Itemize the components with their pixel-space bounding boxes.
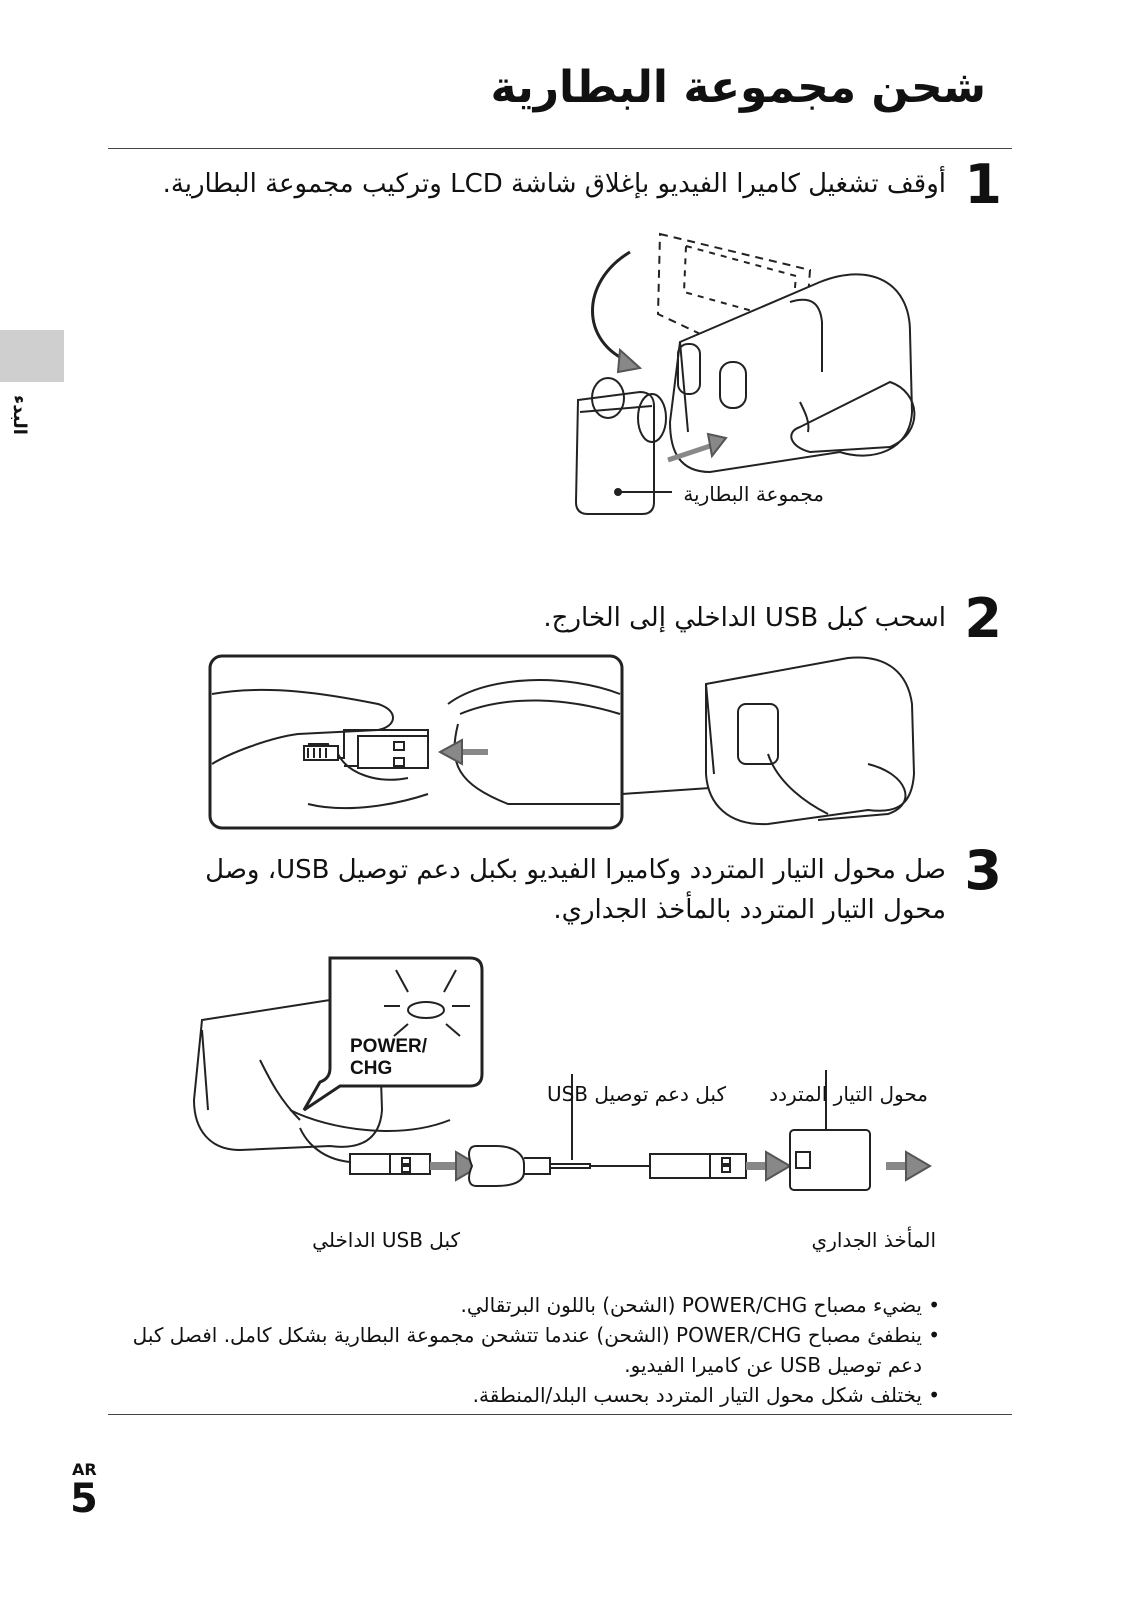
section-tab-label: البدء (9, 395, 30, 435)
usb-support-cable-label: كبل دعم توصيل USB (546, 1082, 726, 1106)
language-code: AR (72, 1460, 97, 1479)
notes-list (110, 1290, 940, 1410)
step-1-number: 1 (964, 153, 1002, 216)
note-item: • يضيء مصباح POWER/CHG (الشحن) باللون البرتقالي. (110, 1290, 940, 1320)
power-chg-led-label: POWER/ CHG (350, 1036, 428, 1079)
note-item: • يختلف شكل محول التيار المتردد بحسب البلد/المنطقة. (110, 1380, 940, 1410)
step-2-number: 2 (964, 587, 1002, 650)
step-1-text: أوقف تشغيل كاميرا الفيديو بإغلاق شاشة LCD وتركيب مجموعة البطارية. (162, 169, 946, 199)
ac-adaptor-label: محول التيار المتردد (769, 1082, 928, 1106)
bottom-divider (108, 1414, 1012, 1415)
builtin-usb-cable-label: كبل USB الداخلي (312, 1228, 460, 1252)
charging-connection-figure (180, 950, 950, 1200)
wall-outlet-label: المأخذ الجداري (811, 1228, 936, 1252)
battery-pack-label: مجموعة البطارية (683, 482, 824, 506)
section-tab (0, 330, 64, 382)
page-title: شحن مجموعة البطارية (490, 62, 986, 113)
step-2-text: اسحب كبل USB الداخلي إلى الخارج. (543, 603, 946, 633)
step-3-text: صل محول التيار المتردد وكاميرا الفيديو بكبل دعم توصيل USB، وصل محول التيار المتردد بالمأخذ الجداري. (205, 855, 946, 925)
step-3-number: 3 (964, 839, 1002, 902)
camera-battery-figure (560, 222, 920, 522)
usb-cable-pullout-figure (208, 654, 938, 850)
note-item: • ينطفئ مصباح POWER/CHG (الشحن) عندما تتشحن مجموعة البطارية بشكل كامل. افصل كبل دعم توصيل USB عن كاميرا الفيديو. (110, 1320, 940, 1380)
title-divider (108, 148, 1012, 149)
page-number: 5 (70, 1476, 98, 1522)
